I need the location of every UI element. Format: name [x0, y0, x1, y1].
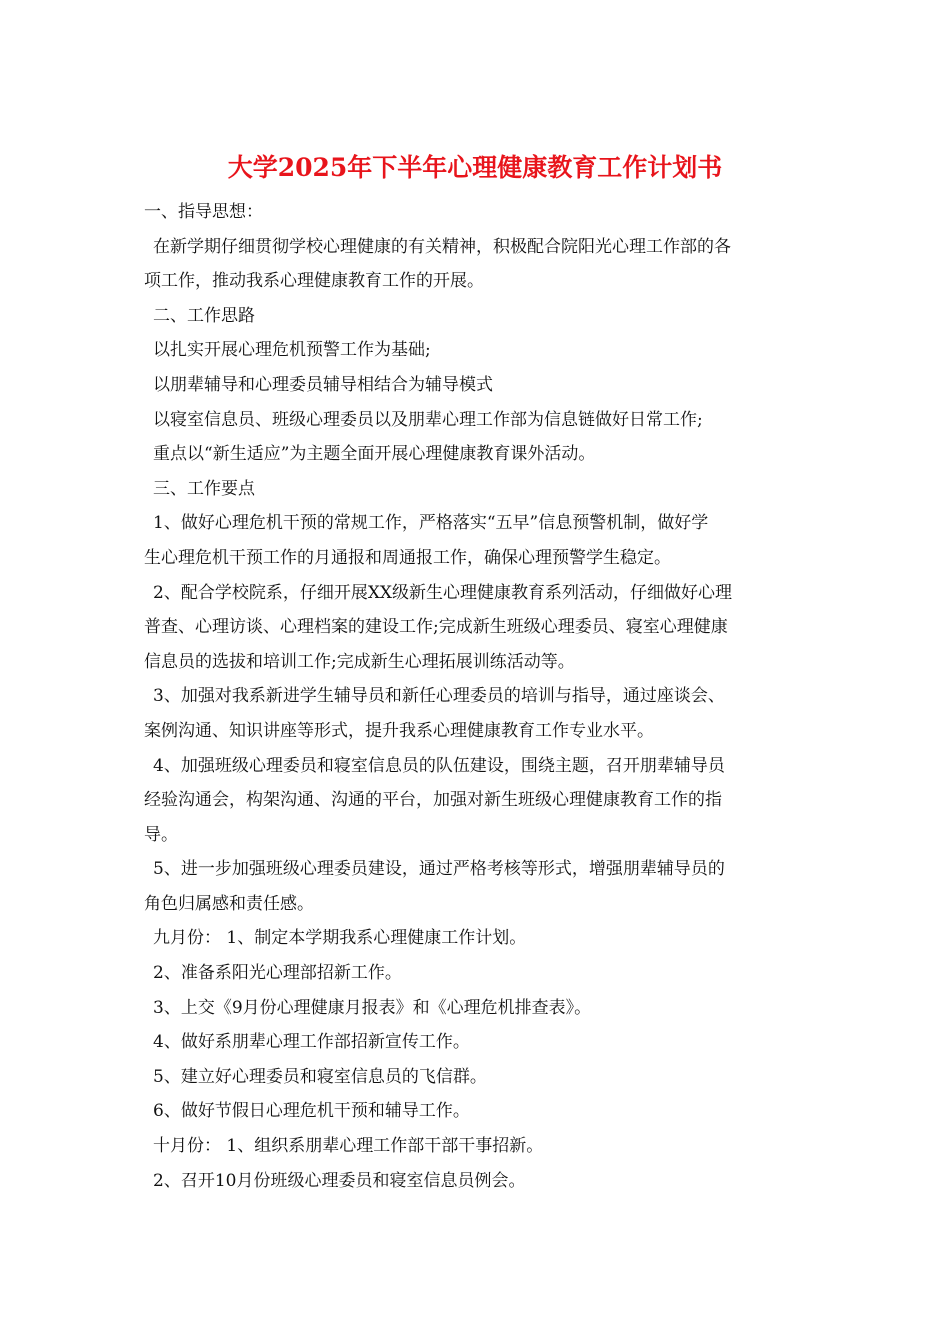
paragraph	[144, 1025, 808, 1060]
paragraph-line: 4、加强班级心理委员和寝室信息员的队伍建设，围绕主题，召开朋辈辅导员	[153, 755, 725, 776]
paragraph-line: 案例沟通、知识讲座等形式，提升我系心理健康教育工作专业水平。	[144, 720, 654, 741]
paragraph-line: 导。	[144, 824, 178, 845]
paragraph-line: 角色归属感和责任感。	[144, 893, 314, 914]
paragraph-line: 重点以“新生适应”为主题全面开展心理健康教育课外活动。	[153, 444, 596, 465]
paragraph-line: 十月份： 1、组织系朋辈心理工作部干部干事招新。	[153, 1136, 544, 1157]
paragraph-line: 二、工作思路	[153, 305, 255, 326]
paragraph-line: 一、指导思想：	[144, 202, 263, 222]
paragraph	[144, 403, 808, 438]
paragraph	[144, 921, 808, 956]
paragraph	[144, 230, 808, 265]
paragraph-line: 6、做好节假日心理危机干预和辅导工作。	[153, 1101, 470, 1122]
paragraph	[144, 264, 808, 299]
paragraph	[144, 1164, 808, 1199]
paragraph	[144, 818, 808, 853]
paragraph	[144, 195, 808, 230]
paragraph-line: 5、建立好心理委员和寝室信息员的飞信群。	[153, 1066, 487, 1087]
paragraph	[144, 472, 808, 507]
paragraph-line: 3、上交《9月份心理健康月报表》和《心理危机排查表》。	[153, 997, 592, 1018]
paragraph-line: 信息员的选拔和培训工作;完成新生心理拓展训练活动等。	[144, 651, 575, 672]
paragraph	[144, 679, 808, 714]
paragraph-line: 普查、心理访谈、心理档案的建设工作;完成新生班级心理委员、寝室心理健康	[144, 617, 728, 638]
paragraph-line: 1、做好心理危机干预的常规工作，严格落实“五早”信息预警机制，做好学	[153, 513, 709, 534]
paragraph	[144, 1094, 808, 1129]
paragraph-line: 以寝室信息员、班级心理委员以及朋辈心理工作部为信息链做好日常工作;	[153, 409, 703, 430]
paragraph	[144, 852, 808, 887]
paragraph	[144, 368, 808, 403]
paragraph	[144, 783, 808, 818]
paragraph	[144, 749, 808, 784]
paragraph-line: 2、配合学校院系，仔细开展XX级新生心理健康教育系列活动，仔细做好心理	[153, 582, 733, 603]
paragraph-line: 5、进一步加强班级心理委员建设，通过严格考核等形式，增强朋辈辅导员的	[153, 859, 725, 880]
paragraph	[144, 956, 808, 991]
paragraph-line: 九月份： 1、制定本学期我系心理健康工作计划。	[153, 928, 527, 949]
paragraph	[144, 541, 808, 576]
paragraph-line: 以扎实开展心理危机预警工作为基础;	[153, 340, 431, 361]
paragraph	[144, 506, 808, 541]
paragraph-line: 三、工作要点	[153, 478, 255, 499]
paragraph-line: 2、召开10月份班级心理委员和寝室信息员例会。	[153, 1170, 526, 1191]
paragraph-line: 4、做好系朋辈心理工作部招新宣传工作。	[153, 1032, 470, 1053]
paragraph-line: 经验沟通会，构架沟通、沟通的平台，加强对新生班级心理健康教育工作的指	[144, 790, 722, 811]
paragraph-line: 2、准备系阳光心理部招新工作。	[153, 963, 402, 984]
paragraph-line: 3、加强对我系新进学生辅导员和新任心理委员的培训与指导，通过座谈会、	[153, 686, 725, 707]
paragraph	[144, 333, 808, 368]
paragraph	[144, 576, 808, 611]
paragraph-line: 以朋辈辅导和心理委员辅导相结合为辅导模式	[153, 374, 493, 395]
paragraph	[144, 1129, 808, 1164]
document-body	[144, 195, 808, 1198]
paragraph-line: 在新学期仔细贯彻学校心理健康的有关精神，积极配合院阳光心理工作部的各	[153, 236, 731, 257]
paragraph	[144, 437, 808, 472]
paragraph	[144, 299, 808, 334]
paragraph	[144, 714, 808, 749]
paragraph-line: 生心理危机干预工作的月通报和周通报工作，确保心理预警学生稳定。	[144, 547, 671, 568]
paragraph	[144, 645, 808, 680]
paragraph-line: 项工作，推动我系心理健康教育工作的开展。	[144, 271, 484, 292]
paragraph	[144, 610, 808, 645]
paragraph	[144, 991, 808, 1026]
document-title: 大学2025年下半年心理健康教育工作计划书	[227, 153, 723, 182]
paragraph	[144, 1060, 808, 1095]
paragraph	[144, 887, 808, 922]
